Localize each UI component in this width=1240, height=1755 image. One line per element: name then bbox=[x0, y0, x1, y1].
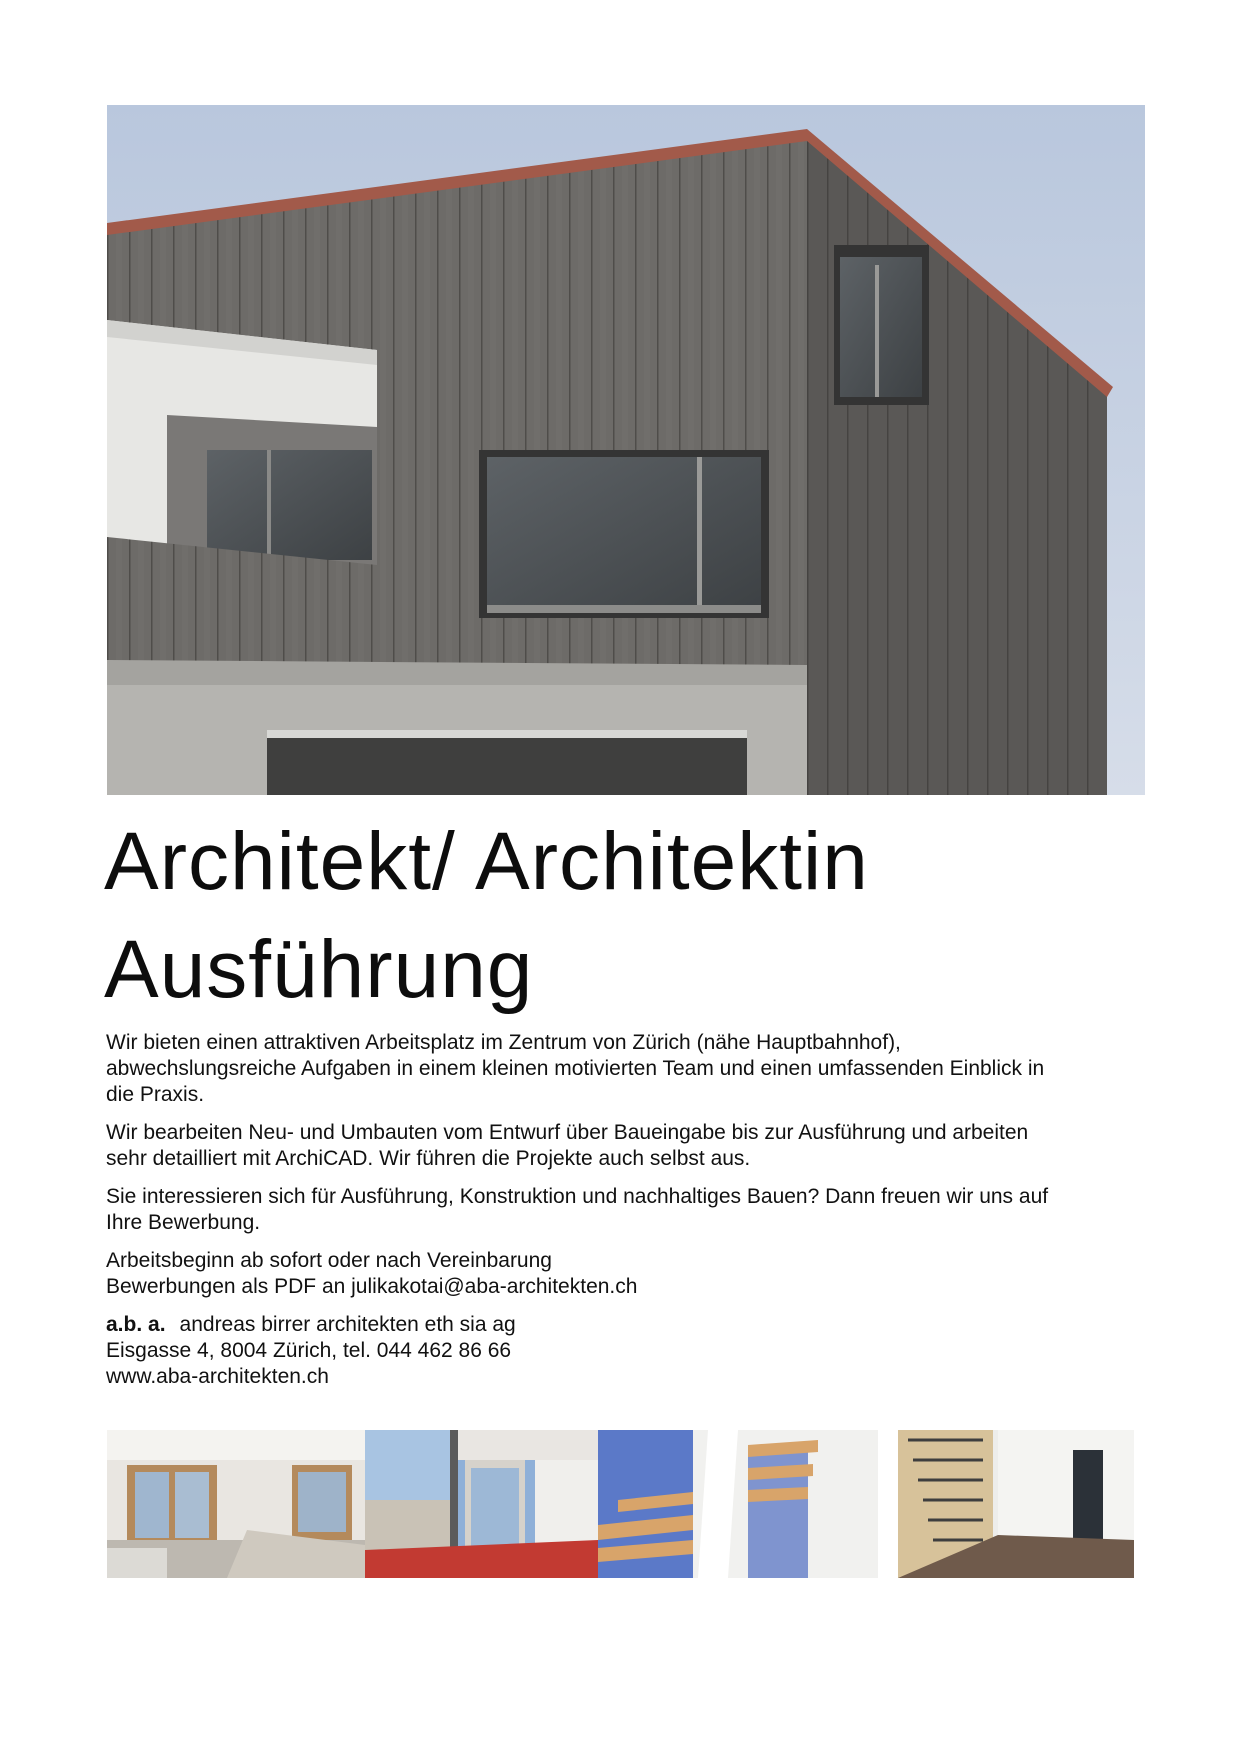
company-name: andreas birrer architekten eth sia ag bbox=[179, 1313, 516, 1336]
text-line: Ihre Bewerbung. bbox=[106, 1211, 261, 1234]
work-paragraph bbox=[106, 1120, 1146, 1172]
hallway-photo bbox=[878, 1430, 1134, 1578]
company-address: Eisgasse 4, 8004 Zürich, tel. 044 462 86 66 bbox=[106, 1339, 512, 1362]
text-line: die Praxis. bbox=[106, 1083, 205, 1106]
kitchen-interior-photo bbox=[107, 1430, 365, 1578]
start-date-line: Arbeitsbeginn ab sofort oder nach Vereinbarung bbox=[106, 1249, 552, 1272]
company-abbreviation: a.b. a. bbox=[106, 1313, 166, 1336]
text-line: Wir bearbeiten Neu- und Umbauten vom Entwurf über Baueingabe bis zur Ausführung und arbeiten bbox=[106, 1121, 1029, 1144]
text-line: sehr detailliert mit ArchiCAD. Wir führen die Projekte auch selbst aus. bbox=[106, 1147, 751, 1170]
text-line: abwechslungsreiche Aufgaben in einem kleinen motivierten Team und einen umfassenden Einblick in bbox=[106, 1057, 1045, 1080]
offer-paragraph bbox=[106, 1030, 1146, 1108]
interest-paragraph bbox=[106, 1184, 1146, 1236]
job-title-line-2: Ausführung bbox=[104, 924, 534, 1015]
job-title-line-1: Architekt/ Architektin bbox=[104, 816, 869, 907]
text-line: Wir bieten einen attraktiven Arbeitsplatz im Zentrum von Zürich (nähe Hauptbahnhof), bbox=[106, 1031, 901, 1054]
building-facade-photo bbox=[107, 105, 1145, 795]
staircase-photo bbox=[598, 1430, 878, 1578]
contact-block bbox=[106, 1312, 1146, 1390]
photo-strip bbox=[107, 1430, 1134, 1578]
hero-photo bbox=[107, 105, 1145, 795]
application-email-line[interactable]: Bewerbungen als PDF an julikakotai@aba-architekten.ch bbox=[106, 1275, 638, 1298]
text-line: Sie interessieren sich für Ausführung, Konstruktion und nachhaltiges Bauen? Dann freuen wir uns auf bbox=[106, 1185, 1049, 1208]
company-line bbox=[106, 1312, 1146, 1338]
company-website-link[interactable]: www.aba-architekten.ch bbox=[106, 1365, 329, 1388]
job-title bbox=[104, 808, 1144, 1024]
balcony-door-photo bbox=[365, 1430, 598, 1578]
job-description bbox=[106, 1030, 1146, 1402]
application-paragraph bbox=[106, 1248, 1146, 1300]
